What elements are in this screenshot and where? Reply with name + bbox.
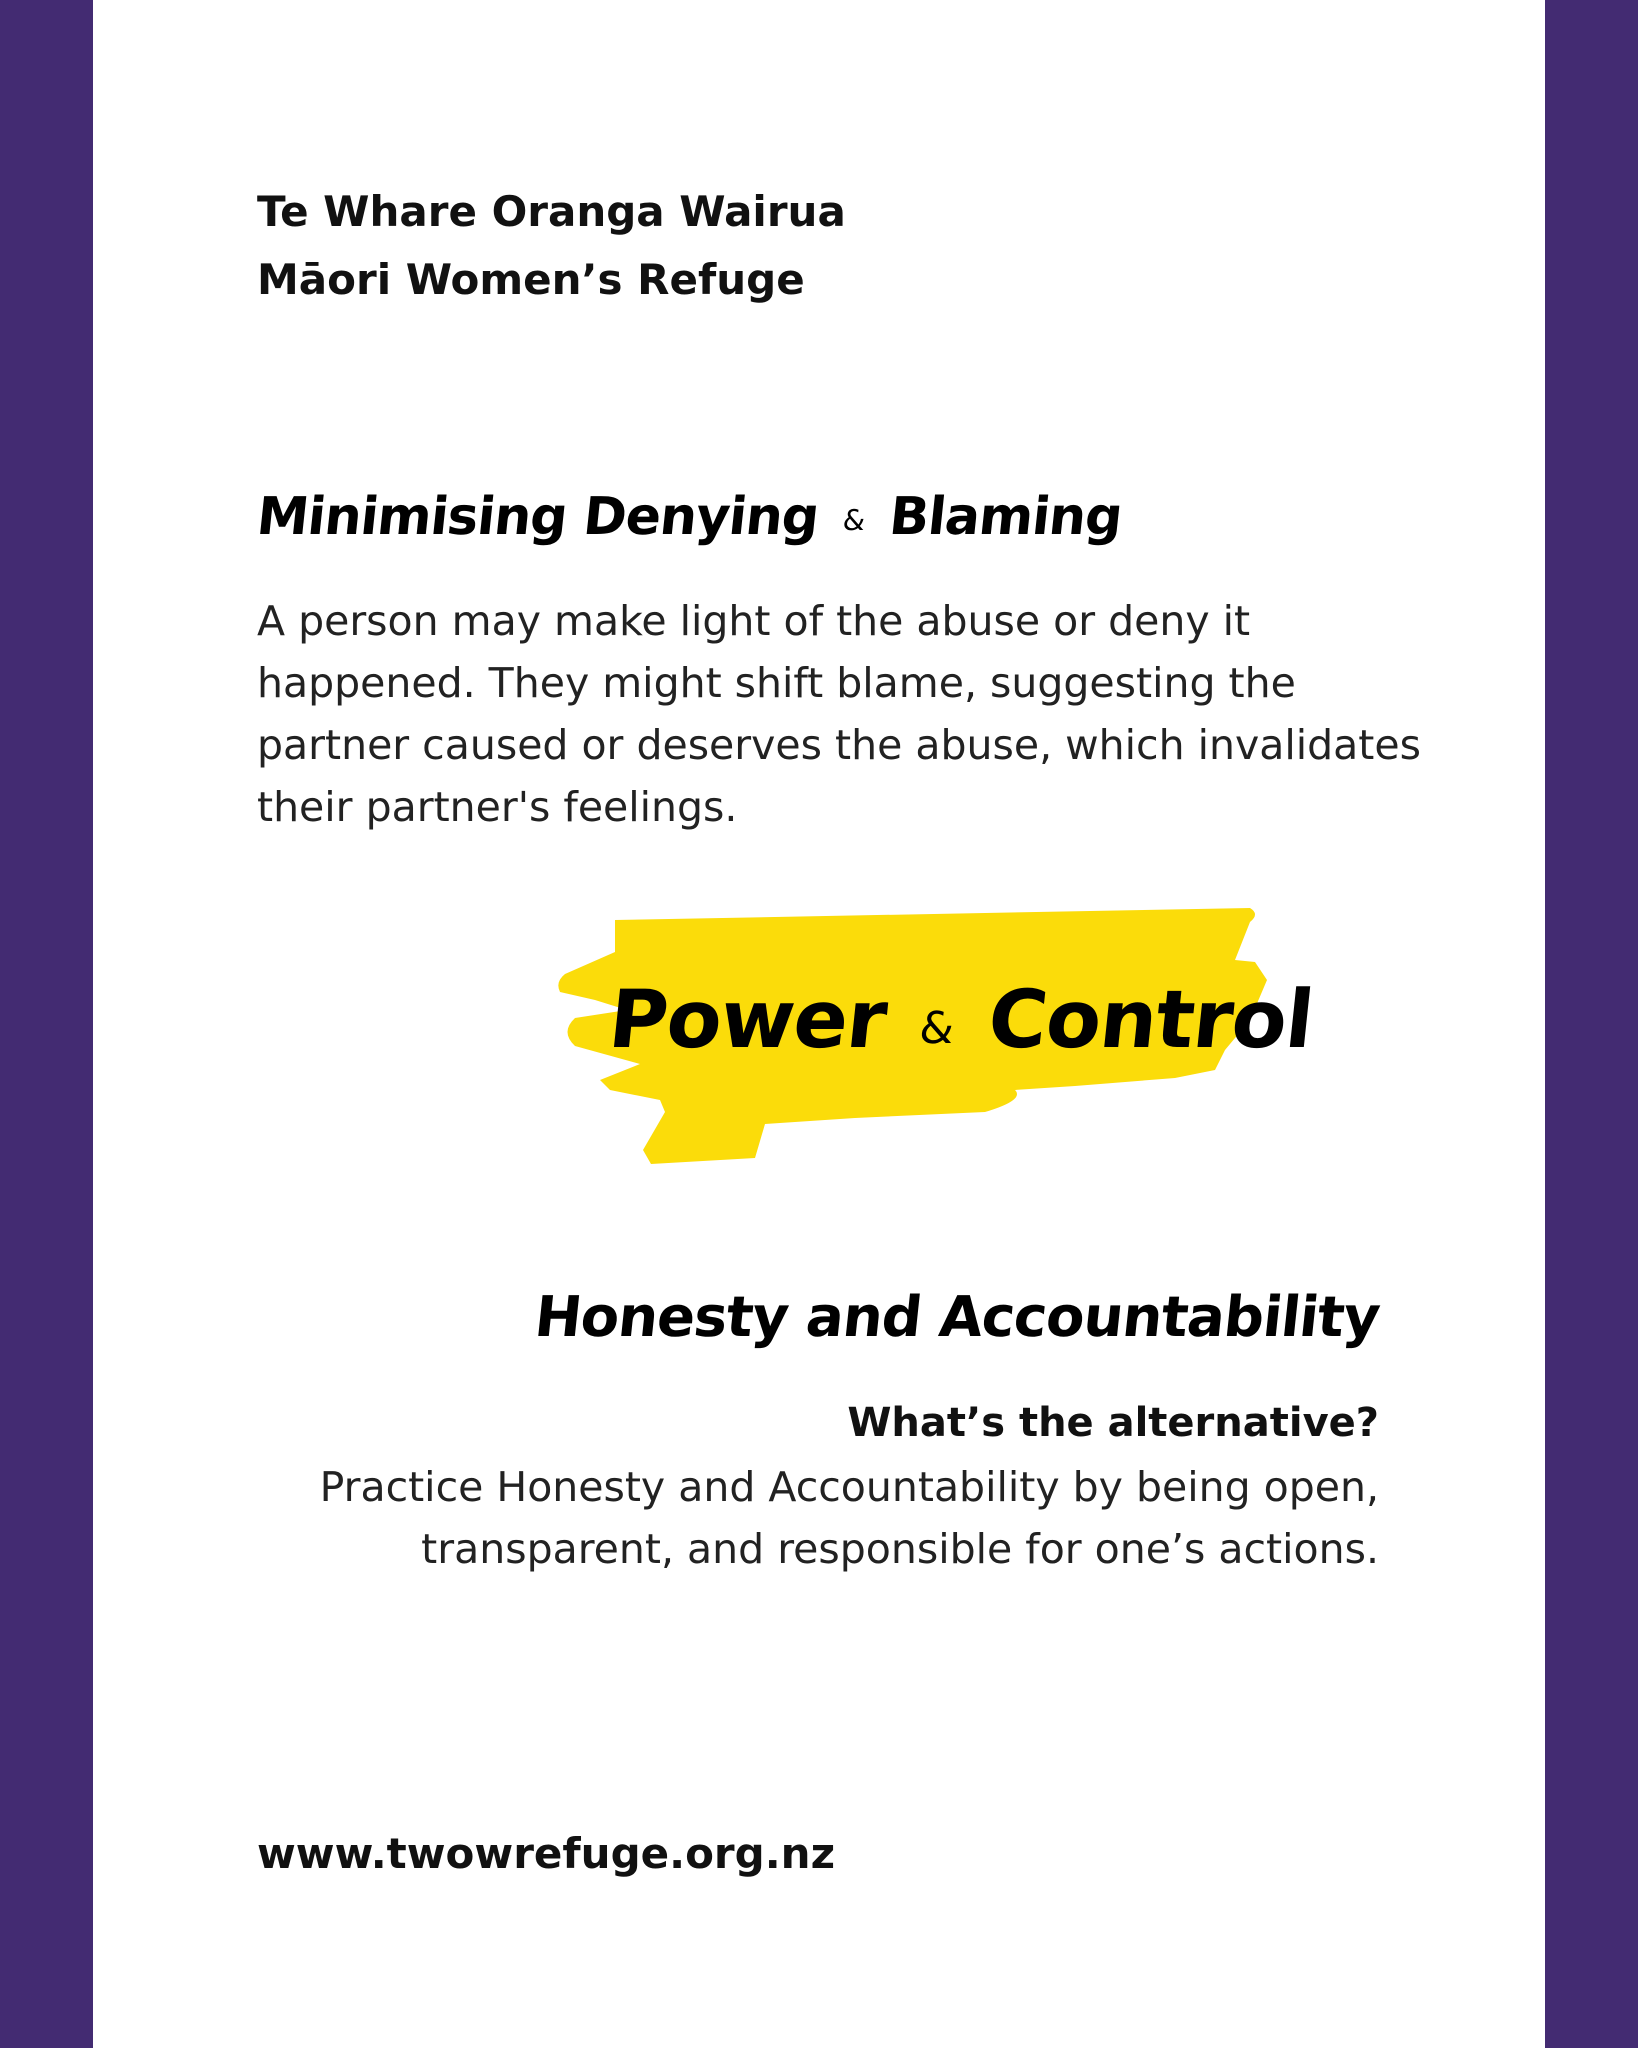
section-heading-honesty <box>531 1278 1383 1357</box>
title-part-2: Control <box>983 973 1318 1066</box>
alternative-body: Practice Honesty and Accountability by being open, transparent, and responsible for one’s actions. <box>319 1463 1379 1573</box>
heading-part-1: Minimising Denying <box>254 487 822 547</box>
honesty-heading-text: Honesty and Accountability <box>531 1285 1383 1350</box>
poster-page <box>93 0 1545 2048</box>
website-url: www.twowrefuge.org.nz <box>257 1829 836 1878</box>
heading-part-2: Blaming <box>886 487 1125 547</box>
alternative-question: What’s the alternative? <box>847 1400 1379 1446</box>
heading-ampersand: & <box>841 503 867 537</box>
title-ampersand: & <box>916 1003 956 1054</box>
section-heading-minimising <box>254 482 1125 555</box>
title-part-1: Power <box>604 973 891 1066</box>
organisation-name <box>257 178 846 314</box>
org-name-line-1: Te Whare Oranga Wairua <box>257 187 846 236</box>
power-and-control-title <box>604 965 1318 1084</box>
org-name-line-2: Māori Women’s Refuge <box>257 255 805 304</box>
section-body-minimising: A person may make light of the abuse or deny it happened. They might shift blame, suggesting the partner caused or deserves the abuse, which invalidates their partner's feelings. <box>257 597 1421 831</box>
